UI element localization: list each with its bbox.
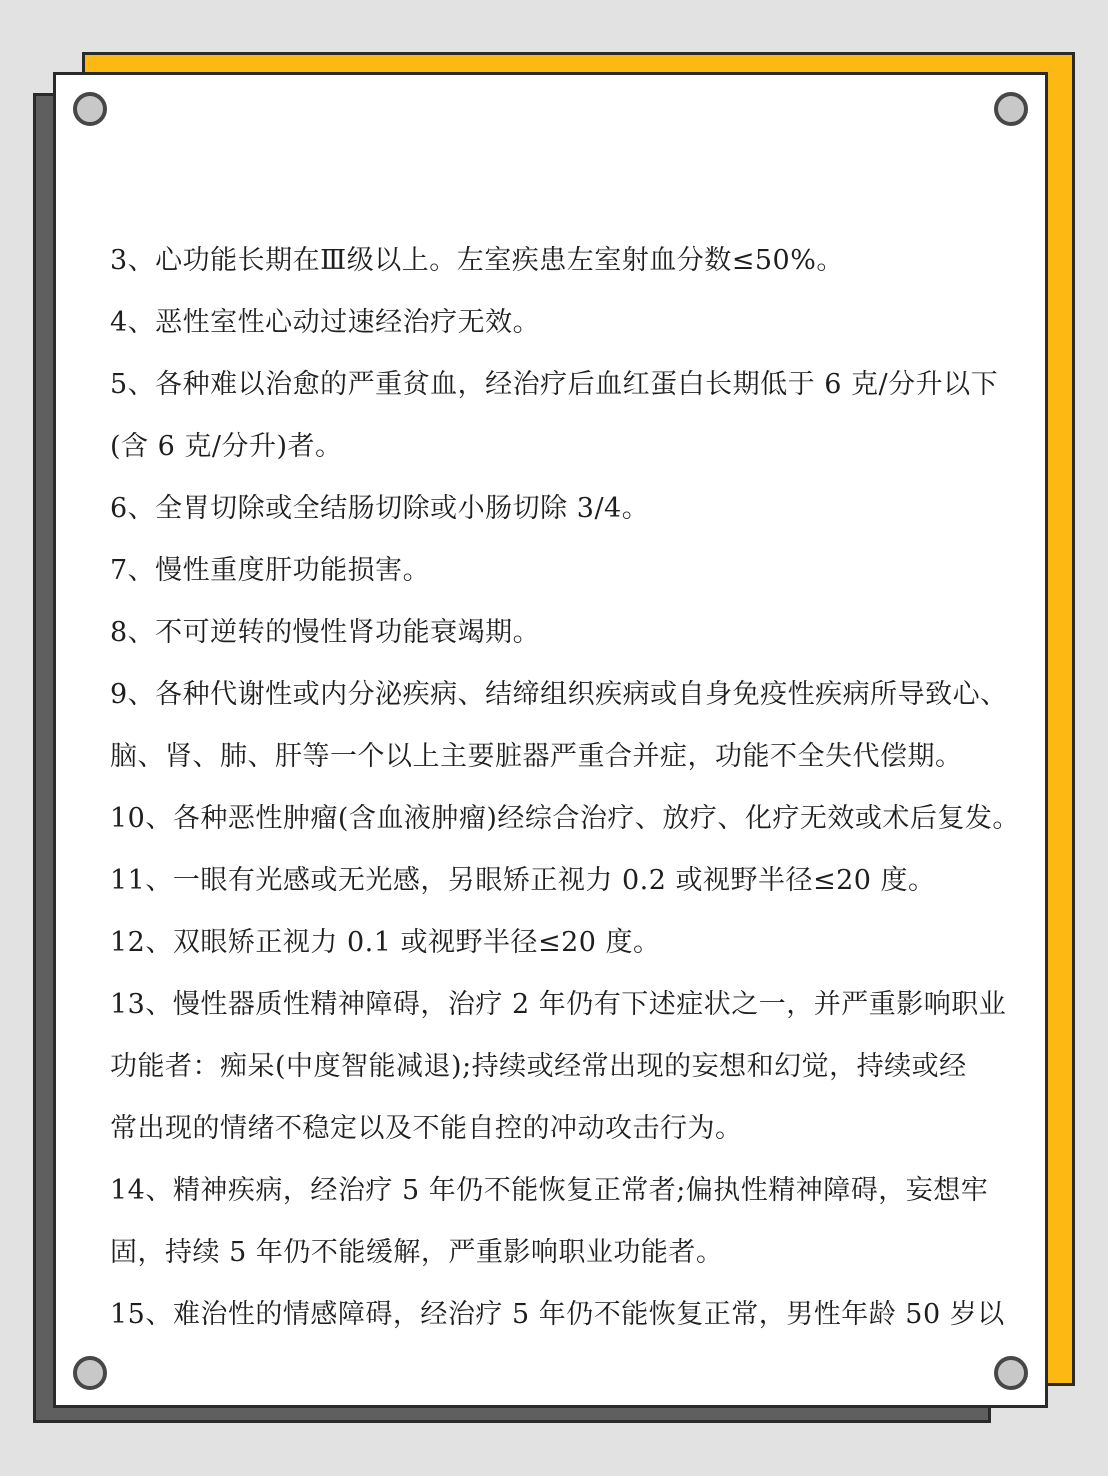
text-line: 9、各种代谢性或内分泌疾病、结缔组织疾病或自身免疫性疾病所导致心、 [110, 679, 1008, 710]
text-line: 常出现的情绪不稳定以及不能自控的冲动攻击行为。 [110, 1113, 743, 1144]
text-line: 功能者：痴呆(中度智能减退);持续或经常出现的妄想和幻觉，持续或经 [110, 1051, 967, 1082]
text-line: 脑、肾、肺、肝等一个以上主要脏器严重合并症，功能不全失代偿期。 [110, 741, 963, 772]
text-line: 6、全胃切除或全结肠切除或小肠切除 3/4。 [110, 493, 650, 524]
pin-bottom-right-icon [994, 1356, 1028, 1390]
text-line: 15、难治性的情感障碍，经治疗 5 年仍不能恢复正常，男性年龄 50 岁以 [110, 1299, 1005, 1330]
text-line: 11、一眼有光感或无光感，另眼矫正视力 0.2 或视野半径≤20 度。 [110, 865, 936, 896]
text-line: 8、不可逆转的慢性肾功能衰竭期。 [110, 617, 541, 648]
text-line: 4、恶性室性心动过速经治疗无效。 [110, 307, 541, 338]
text-line: 5、各种难以治愈的严重贫血，经治疗后血红蛋白长期低于 6 克/分升以下 [110, 369, 999, 400]
pin-top-left-icon [73, 92, 107, 126]
text-line: 12、双眼矫正视力 0.1 或视野半径≤20 度。 [110, 927, 661, 958]
pin-top-right-icon [994, 92, 1028, 126]
text-line: 14、精神疾病，经治疗 5 年仍不能恢复正常者;偏执性精神障碍，妄想牢 [110, 1175, 989, 1206]
document-body [110, 230, 1020, 1346]
text-line: 固，持续 5 年仍不能缓解，严重影响职业功能者。 [110, 1237, 724, 1268]
pin-bottom-left-icon [73, 1356, 107, 1390]
text-line: 13、慢性器质性精神障碍，治疗 2 年仍有下述症状之一，并严重影响职业 [110, 989, 1007, 1020]
text-line: 7、慢性重度肝功能损害。 [110, 555, 431, 586]
text-line: 3、心功能长期在Ⅲ级以上。左室疾患左室射血分数≤50%。 [110, 245, 844, 276]
text-line: 10、各种恶性肿瘤(含血液肿瘤)经综合治疗、放疗、化疗无效或术后复发。 [110, 803, 1020, 834]
text-line: (含 6 克/分升)者。 [110, 431, 343, 462]
